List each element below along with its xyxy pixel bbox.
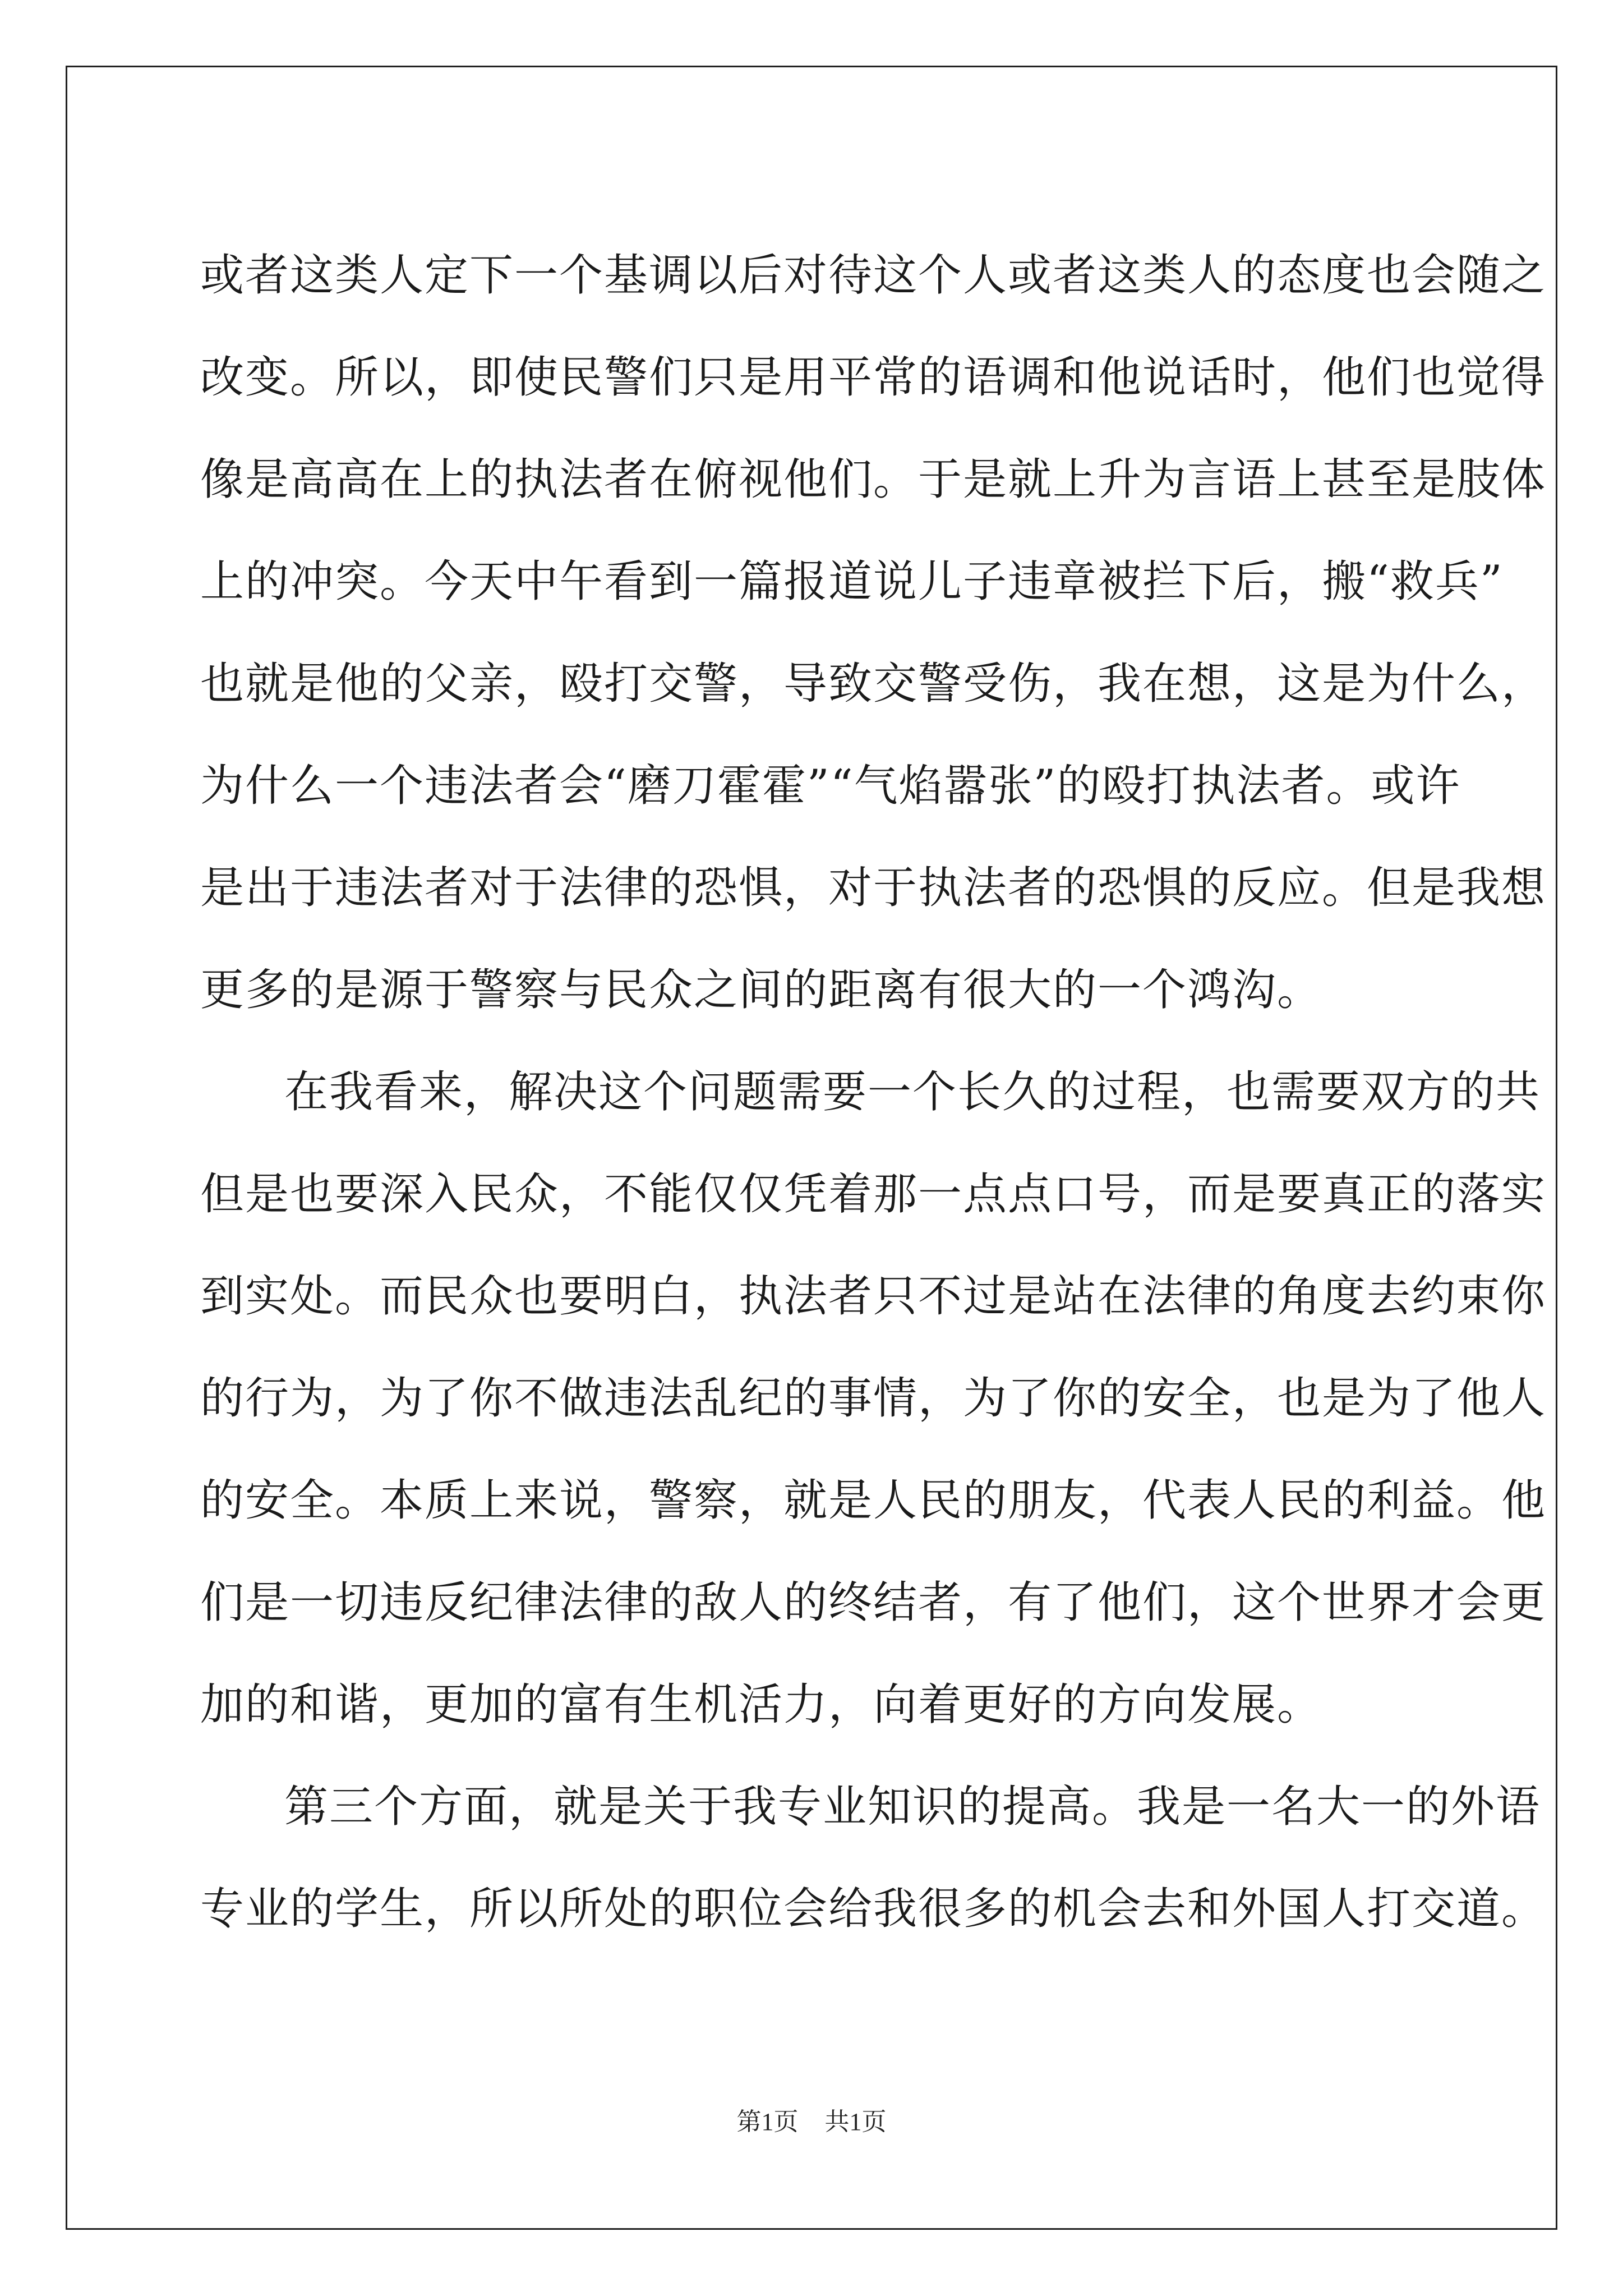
text-line: 上的冲突。今天中午看到一篇报道说儿子违章被拦下后，搬“救兵” bbox=[200, 556, 1504, 607]
text-line: 更多的是源于警察与民众之间的距离有很大的一个鸿沟。 bbox=[200, 965, 1322, 1015]
page-footer bbox=[0, 2105, 1623, 2139]
paragraph-2 bbox=[200, 1041, 1547, 1756]
text-line: 的安全。本质上来说，警察，就是人民的朋友，代表人民的利益。他 bbox=[200, 1475, 1547, 1526]
page-total: 共1页 bbox=[824, 2108, 887, 2136]
paragraph-3 bbox=[200, 1756, 1547, 1960]
text-line: 在我看来，解决这个问题需要一个长久的过程，也需要双方的共 bbox=[284, 1067, 1541, 1117]
text-line: 也就是他的父亲，殴打交警，导致交警受伤，我在想，这是为什么， bbox=[200, 659, 1547, 709]
text-line: 为什么一个违法者会“磨刀霍霍”“气焰嚣张”的殴打执法者。或许 bbox=[200, 761, 1461, 811]
text-line: 或者这类人定下一个基调以后对待这个人或者这类人的态度也会随之 bbox=[200, 250, 1547, 301]
text-line: 的行为，为了你不做违法乱纪的事情，为了你的安全，也是为了他人 bbox=[200, 1373, 1547, 1424]
text-line: 们是一切违反纪律法律的敌人的终结者，有了他们，这个世界才会更 bbox=[200, 1577, 1547, 1628]
text-line: 是出于违法者对于法律的恐惧，对于执法者的恐惧的反应。但是我想 bbox=[200, 863, 1547, 913]
page-number: 第1页 bbox=[736, 2108, 799, 2136]
text-line: 像是高高在上的执法者在俯视他们。于是就上升为言语上甚至是肢体 bbox=[200, 454, 1547, 505]
text-line: 改变。所以，即使民警们只是用平常的语调和他说话时，他们也觉得 bbox=[200, 352, 1547, 403]
text-line: 加的和谐，更加的富有生机活力，向着更好的方向发展。 bbox=[200, 1680, 1322, 1730]
text-line: 第三个方面，就是关于我专业知识的提高。我是一名大一的外语 bbox=[284, 1782, 1541, 1832]
document-body bbox=[200, 224, 1547, 1960]
text-line: 专业的学生，所以所处的职位会给我很多的机会去和外国人打交道。 bbox=[200, 1884, 1547, 1934]
paragraph-1 bbox=[200, 224, 1547, 1041]
text-line: 但是也要深入民众，不能仅仅凭着那一点点口号，而是要真正的落实 bbox=[200, 1169, 1547, 1220]
text-line: 到实处。而民众也要明白，执法者只不过是站在法律的角度去约束你 bbox=[200, 1271, 1547, 1322]
